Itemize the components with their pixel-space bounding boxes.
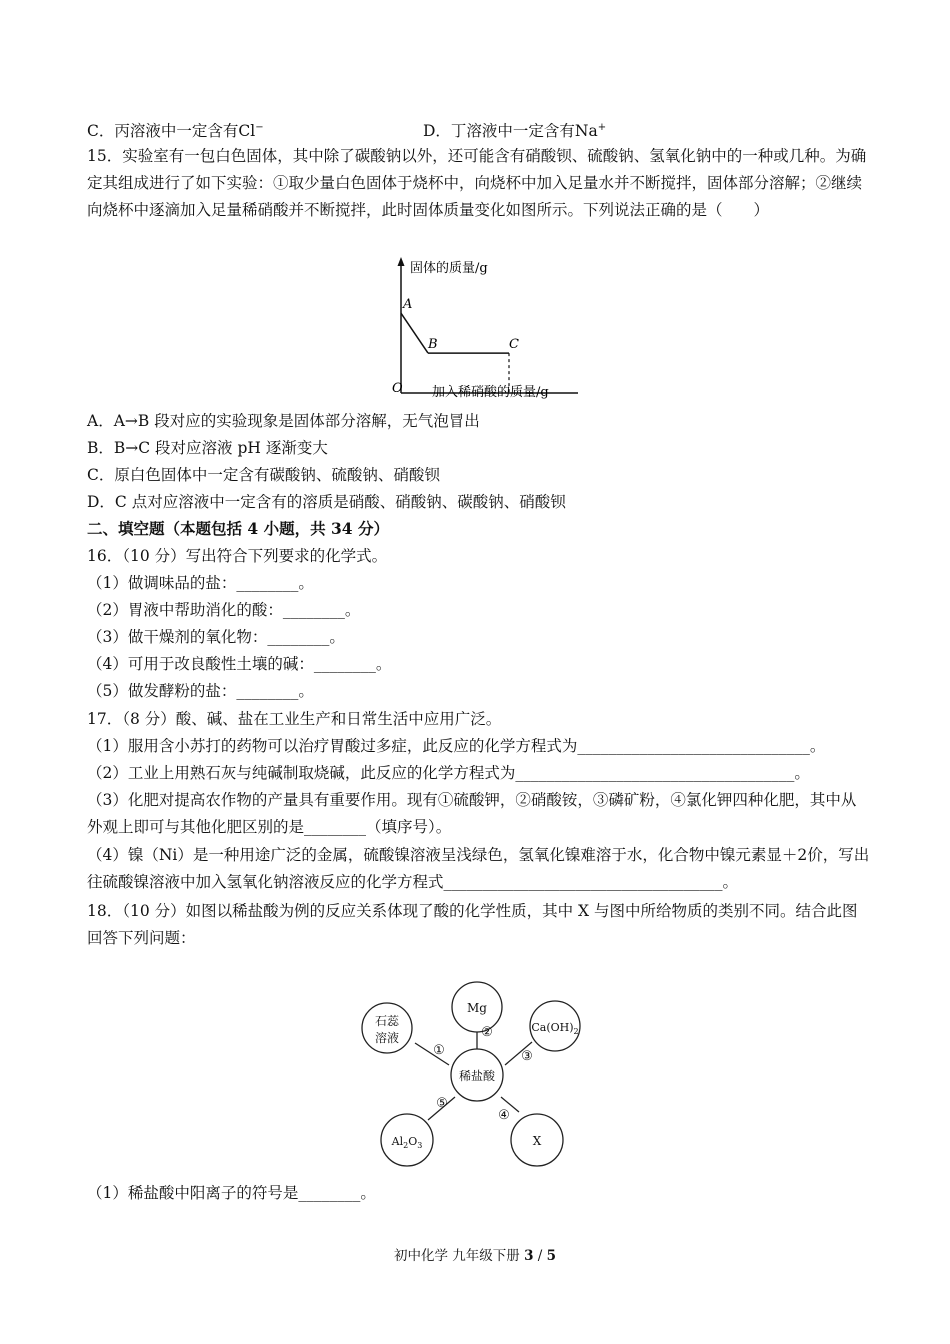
q16-item: （3）做干燥剂的氧化物：________。 [87, 628, 345, 646]
num-1: ① [433, 1043, 445, 1058]
label-al2o3: $Al_2O_3$ [391, 1135, 423, 1150]
label-caoh2: $Ca(OH)_2$ [531, 1021, 579, 1036]
q15-option-c: C．原白色固体中一定含有碳酸钠、硫酸钠、硝酸钡 [87, 466, 440, 484]
label-x: X [532, 1134, 542, 1148]
q17-item-3: （3）化肥对提高农作物的产量具有重要作用。现有①硫酸钾，②硝酸铵，③磷矿粉，④氯化钾四种化肥，其中从外观上即可与其他化肥区别的是________（填序号）。 [87, 791, 857, 836]
num-3: ③ [521, 1049, 533, 1064]
q16-item: （2）胃液中帮助消化的酸：________。 [87, 601, 361, 619]
chart-point-label: A [403, 297, 413, 313]
num-5: ⑤ [436, 1096, 448, 1111]
q16-item: （4）可用于改良酸性土壤的碱：________。 [87, 655, 392, 673]
label-litmus-1: 石蕊 [374, 1014, 400, 1028]
chart-ylabel: 固体的质量/g [410, 261, 488, 276]
q15-option-d: D．C 点对应溶液中一定含有的溶质是硝酸、硝酸钠、碳酸钠、硝酸钡 [87, 493, 566, 511]
q18-item-1: （1）稀盐酸中阳离子的符号是________。 [87, 1184, 376, 1202]
q17-item-4: （4）镍（Ni）是一种用途广泛的金属，硫酸镍溶液呈浅绿色，氢氧化镍难溶于水，化合物中镍元素显＋2价，写出往硫酸镍溶液中加入氢氧化钠溶液反应的化学方程式____________________________________。 [87, 846, 870, 891]
q15-option-a: A．A→B 段对应的实验现象是固体部分溶解，无气泡冒出 [87, 412, 480, 430]
num-2: ② [481, 1025, 493, 1040]
q17-stem: 17．（8 分）酸、碱、盐在工业生产和日常生活中应用广泛。 [87, 710, 502, 728]
chart-xlabel: 加入稀硝酸的质量/g [432, 385, 549, 400]
q17-item-2: （2）工业上用熟石灰与纯碱制取烧碱，此反应的化学方程式为____________________________________。 [87, 764, 810, 782]
q15-stem: 15．实验室有一包白色固体，其中除了碳酸钠以外，还可能含有硝酸钡、硫酸钠、氢氧化钠中的一种或几种。为确定其组成进行了如下实验：①取少量白色固体于烧杯中，向烧杯中加入足量水并不断搅拌，固体部分溶解；②继续向烧杯中逐滴加入足量稀硝酸并不断搅拌，此时固体质量变化如图所示。下列说法正确的是（ ） [87, 147, 867, 219]
q15-option-b: B．B→C 段对应溶液 pH 逐渐变大 [87, 439, 328, 457]
chart-point-label: B [428, 337, 438, 353]
q16-item: （5）做发酵粉的盐：________。 [87, 682, 314, 700]
q18-diagram [355, 950, 595, 1180]
num-4: ④ [498, 1108, 510, 1123]
page-footer: 初中化学 九年级下册 3 / 5 [393, 1248, 557, 1264]
q16-item: （1）做调味品的盐：________。 [87, 574, 314, 592]
chart-origin: O [392, 381, 403, 396]
q14-option-c: C．丙溶液中一定含有Cl− [87, 122, 264, 141]
section2-title: 二、填空题（本题包括 4 小题，共 34 分） [87, 519, 389, 538]
q18-stem: 18．（10 分）如图以稀盐酸为例的反应关系体现了酸的化学性质，其中 X 与图中所给物质的类别不同。结合此图回答下列问题： [87, 902, 858, 947]
label-litmus-2: 溶液 [374, 1031, 400, 1045]
chart-segment [401, 313, 428, 353]
label-mg: Mg [467, 1001, 487, 1015]
label-center: 稀盐酸 [458, 1069, 496, 1083]
node-litmus [362, 1003, 412, 1053]
q15-chart [380, 255, 580, 405]
q17-item-1: （1）服用含小苏打的药物可以治疗胃酸过多症，此反应的化学方程式为______________________________。 [87, 737, 826, 755]
chart-point-label: C [509, 337, 519, 353]
node-al2o3 [381, 1114, 433, 1166]
q14-option-d: D．丁溶液中一定含有Na+ [423, 122, 607, 141]
q16-stem: 16．（10 分）写出符合下列要求的化学式。 [87, 547, 388, 565]
